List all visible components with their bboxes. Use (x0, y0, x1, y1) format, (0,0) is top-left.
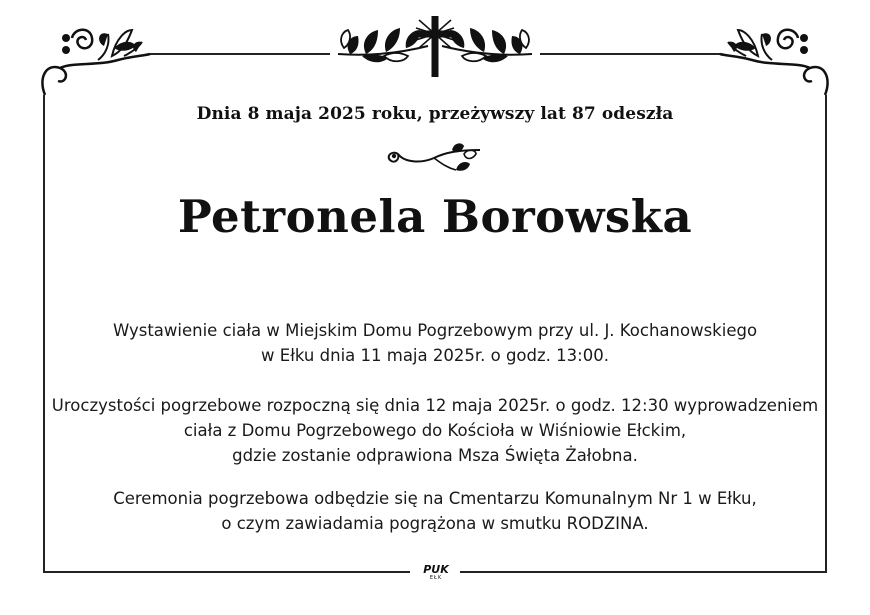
frame-bottom-border-right (460, 571, 827, 573)
viewing-paragraph (0, 318, 870, 368)
deceased-name: Petronela Borowska (177, 190, 693, 243)
paragraph-line: ciała z Domu Pogrzebowego do Kościoła w Wiśniowie Ełckim, (183, 421, 687, 440)
laurel-branch-right-icon (438, 18, 534, 68)
puk-logo (418, 564, 454, 581)
logo-sub-text: EŁK (429, 575, 443, 581)
paragraph-line: Ceremonia pogrzebowa odbędzie się na Cmentarzu Komunalnym Nr 1 w Ełku, (113, 489, 757, 508)
paragraph-line: gdzie zostanie odprawiona Msza Święta Żałobna. (232, 446, 638, 465)
intro-line: Dnia 8 maja 2025 roku, przeżywszy lat 87 odeszła (196, 104, 674, 124)
logo-main-text: PUK (423, 563, 449, 576)
top-rule-right (540, 53, 720, 55)
corner-flourish-left-icon (38, 18, 158, 98)
paragraph-line: Wystawienie ciała w Miejskim Domu Pogrzebowym przy ul. J. Kochanowskiego (112, 321, 758, 340)
paragraph-line: w Ełku dnia 11 maja 2025r. o godz. 13:00. (261, 346, 609, 365)
paragraph-line: o czym zawiadamia pogrążona w smutku RODZINA. (221, 514, 649, 533)
ceremony-paragraph (0, 393, 870, 468)
paragraph-line: Uroczystości pogrzebowe rozpoczną się dnia 12 maja 2025r. o godz. 12:30 wyprowadzeniem (51, 396, 819, 415)
corner-flourish-right-icon (712, 18, 832, 98)
frame-bottom-border-left (43, 571, 410, 573)
top-rule-left (150, 53, 330, 55)
burial-paragraph (0, 486, 870, 536)
flourish-divider-icon (384, 140, 486, 174)
